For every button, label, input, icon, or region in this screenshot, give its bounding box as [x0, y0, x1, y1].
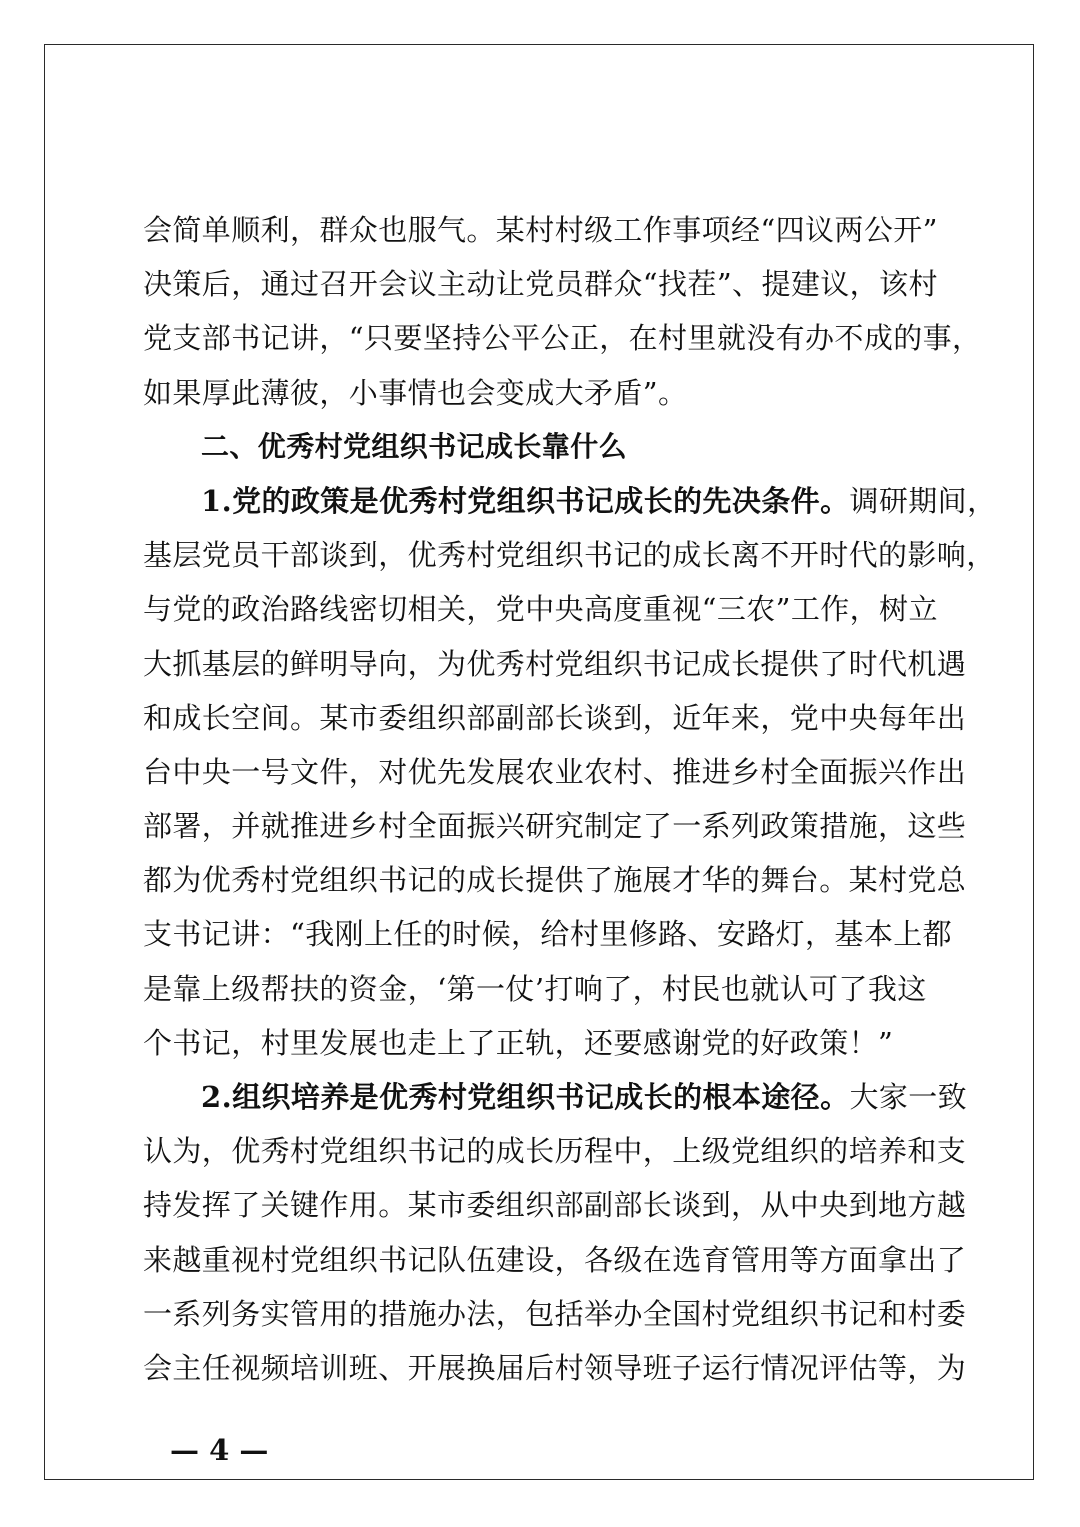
section-heading: 二、优秀村党组织书记成长靠什么 [201, 429, 628, 463]
text-line: 与党的政治路线密切相关，党中央高度重视“三农”工作，树立 [143, 592, 938, 627]
text-line: 基层党员干部谈到，优秀村党组织书记的成长离不开时代的影响， [143, 538, 996, 573]
paragraph-1-lead: 1.党的政策是优秀村党组织书记成长的先决条件。 [201, 483, 850, 518]
paragraph-1-first-line [143, 474, 997, 528]
page-number: — 4 — [170, 1433, 269, 1467]
text-line: 是靠上级帮扶的资金，‘第一仗’打响了，村民也就认可了我这 [143, 971, 927, 1006]
text-line: 会主任视频培训班、开展换届后村领导班子运行情况评估等，为 [143, 1350, 967, 1385]
text-line: 支书记讲：“我刚上任的时候，给村里修路、安路灯，基本上都 [143, 917, 953, 952]
text-line: 部署，并就推进乡村全面振兴研究制定了一系列政策措施，这些 [143, 809, 967, 844]
text-line: 党支部书记讲，“只要坚持公平公正，在村里就没有办不成的事， [143, 321, 982, 356]
text-line: 如果厚此薄彼，小事情也会变成大矛盾”。 [143, 375, 688, 410]
text-line: 和成长空间。某市委组织部副部长谈到，近年来，党中央每年出 [143, 700, 967, 735]
text-line: 大抓基层的鲜明导向，为优秀村党组织书记成长提供了时代机遇 [143, 646, 967, 681]
paragraph-2-lead: 2.组织培养是优秀村党组织书记成长的根本途径。 [201, 1080, 850, 1114]
text-line: 一系列务实管用的措施办法，包括举办全国村党组织书记和村委 [143, 1296, 967, 1331]
text-line: 持发挥了关键作用。某市委组织部副部长谈到，从中央到地方越 [143, 1188, 967, 1223]
paragraph-2-first-line [143, 1070, 968, 1124]
document-body [143, 203, 997, 1395]
text-line: 认为，优秀村党组织书记的成长历程中，上级党组织的培养和支 [143, 1134, 967, 1169]
text-line: 台中央一号文件，对优先发展农业农村、推进乡村全面振兴作出 [143, 754, 967, 789]
text-line: 都为优秀村党组织书记的成长提供了施展才华的舞台。某村党总 [143, 863, 967, 898]
text-line: 决策后，通过召开会议主动让党员群众“找茬”、提建议，该村 [143, 267, 938, 302]
paragraph-2-lead-rest: 大家一致 [849, 1080, 968, 1114]
text-line: 会简单顺利，群众也服气。某村村级工作事项经“四议两公开” [143, 213, 938, 247]
text-line: 个书记，村里发展也走上了正轨，还要感谢党的好政策！” [143, 1025, 894, 1060]
paragraph-1-lead-rest: 调研期间， [849, 483, 997, 518]
text-line: 来越重视村党组织书记队伍建设，各级在选育管用等方面拿出了 [143, 1242, 967, 1277]
